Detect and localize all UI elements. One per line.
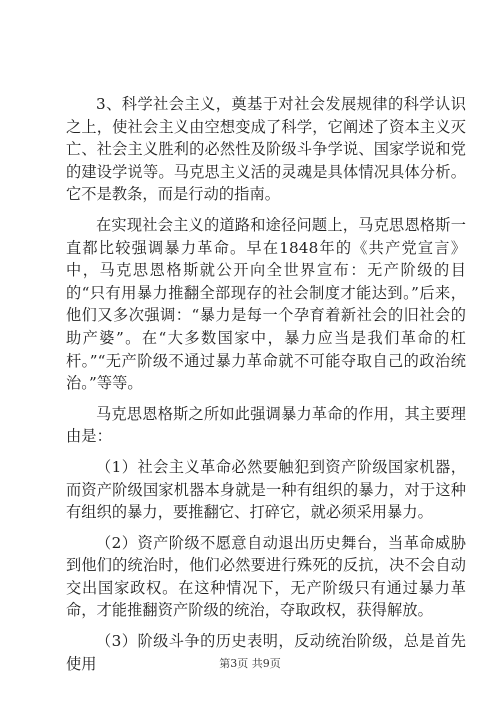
page-footer: 第3页 共9页 [219, 657, 281, 670]
paragraph-reason-3: （3）阶级斗争的历史表明，反动统治阶级，总是首先使用 [66, 632, 466, 673]
paragraph-violent-revolution: 在实现社会主义的道路和途径问题上，马克思恩格斯一直都比较强调暴力革命。早在1848年的《共产党宣言》中，马克思恩格斯就公开向全世界宣布：无产阶级的目的“只有用暴力推翻全部现存的社会制度才能达到。”后来，他们又多次强调：“暴力是每一个孕育着新社会的旧社会的助产婆”。在“大多数国家中，暴力应当是我们革命的杠杆。”“无产阶级不通过暴力革命就不可能夺取自己的政治统治。”等等。 [66, 215, 466, 393]
paragraph-scientific-socialism: 3、科学社会主义，奠基于对社会发展规律的科学认识之上，使社会主义由空想变成了科学，它阐述了资本主义灭亡、社会主义胜利的必然性及阶级斗争学说、国家学说和党的建设学说等。马克思主义活的灵魂是具体情况具体分析。它不是教条，而是行动的指南。 [66, 95, 466, 204]
paragraph-reason-1: （1）社会主义革命必然要触犯到资产阶级国家机器，而资产阶级国家机器本身就是一种有组织的暴力，对于这种有组织的暴力，要推翻它、打碎它，就必须采用暴力。 [66, 457, 466, 522]
paragraph-reason-2: （2）资产阶级不愿意自动退出历史舞台，当革命威胁到他们的统治时，他们必然要进行殊死的反抗，决不会自动交出国家政权。在这种情况下，无产阶级只有通过暴力革命，才能推翻资产阶级的统治，夺取政权，获得解放。 [66, 533, 466, 620]
document-body [66, 93, 466, 675]
paragraph-reasons-intro: 马克思恩格斯之所如此强调暴力革命的作用，其主要理由是： [66, 404, 466, 446]
